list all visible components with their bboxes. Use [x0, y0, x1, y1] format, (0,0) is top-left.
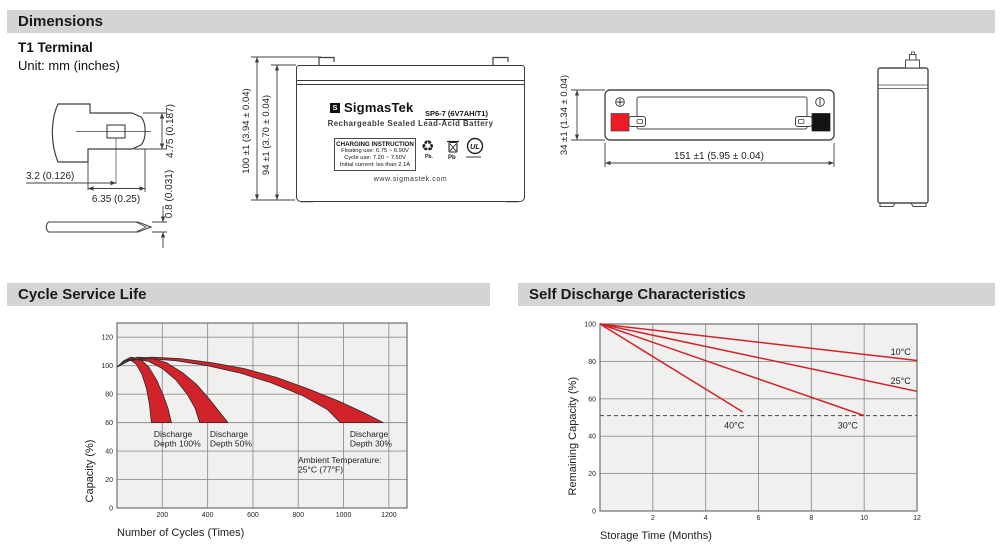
svg-text:80: 80 — [105, 391, 113, 399]
arrowhead — [829, 161, 835, 165]
arrowhead — [275, 65, 279, 71]
terminal-detail-drawing — [20, 92, 250, 252]
dim-total-height: 100 ±1 (3.94 ± 0.04) — [241, 88, 252, 174]
terminal-side-profile — [46, 222, 151, 232]
svg-text:20: 20 — [588, 471, 596, 479]
plus-symbol-icon — [616, 98, 625, 107]
cycle-service-life-chart — [58, 308, 438, 554]
battery-side-view — [868, 40, 948, 240]
dim-hole-offset: 3.2 (0.126) — [26, 171, 75, 182]
arrowhead — [140, 186, 146, 190]
svg-text:6: 6 — [756, 515, 761, 522]
svg-text:30°C: 30°C — [837, 420, 858, 431]
arrowhead — [275, 195, 279, 201]
recycle-pb-label: Pb. — [425, 154, 433, 160]
svg-text:400: 400 — [201, 512, 214, 519]
dim-height34: 34 ±1 (1.34 ± 0.04) — [559, 74, 570, 156]
svg-text:Storage Time (Months): Storage Time (Months) — [600, 530, 712, 542]
svg-text:40: 40 — [105, 448, 113, 456]
self-discharge-chart — [553, 308, 953, 554]
charging-line: Cycle use: 7.20 ~ 7.50V — [344, 155, 406, 161]
section-header-dimensions — [7, 10, 995, 33]
section-header-cycle-life — [7, 283, 490, 306]
svg-text:800: 800 — [292, 512, 305, 519]
arrowhead — [160, 113, 164, 119]
dim-lines-case-height — [271, 65, 296, 200]
dim-tab-height: 4.75 (0.187) — [165, 104, 176, 158]
terminal-tab-left — [319, 58, 334, 66]
top-view-recess — [637, 97, 807, 129]
battery-case — [296, 65, 525, 202]
svg-text:60: 60 — [105, 420, 113, 428]
svg-text:0: 0 — [592, 508, 596, 516]
arrowhead — [88, 186, 94, 190]
svg-text:Ambient Temperature:: Ambient Temperature: — [298, 455, 382, 466]
dim-length151: 151 ±1 (5.95 ± 0.04) — [674, 151, 764, 162]
charging-instruction-box — [334, 138, 416, 171]
positive-tab-hole — [637, 120, 643, 124]
side-terminal-nub — [906, 52, 920, 68]
ul-file-number — [466, 156, 481, 158]
arrowhead — [255, 195, 259, 201]
svg-text:40: 40 — [588, 433, 596, 441]
svg-text:10: 10 — [860, 515, 869, 522]
svg-text:100: 100 — [101, 363, 113, 371]
svg-text:600: 600 — [247, 512, 259, 519]
svg-text:Discharge: Discharge — [349, 428, 389, 439]
svg-text:UL: UL — [470, 141, 480, 151]
svg-text:60: 60 — [588, 396, 596, 404]
svg-text:25°C: 25°C — [890, 375, 911, 386]
charging-line: Initial current: les than 2.1A — [339, 162, 411, 168]
self-discharge-title: Self Discharge Characteristics — [529, 286, 746, 303]
arrowhead — [111, 181, 117, 185]
dimensions-title: Dimensions — [18, 13, 104, 30]
svg-text:100: 100 — [584, 321, 596, 329]
charging-title: CHARGING INSTRUCTION — [336, 141, 414, 148]
arrowhead — [161, 232, 165, 238]
model-number: SP6-7 (6V7AH/T1) — [425, 109, 488, 118]
ul-icon — [466, 137, 484, 155]
arrowhead — [605, 161, 611, 165]
negative-tab-hole — [799, 120, 805, 124]
charging-line: Floating use: 6.75 ~ 6.90V — [341, 148, 409, 154]
arrowhead — [575, 90, 579, 96]
svg-text:4: 4 — [703, 515, 708, 522]
svg-text:Discharge: Discharge — [209, 428, 249, 439]
dim-case-height: 94 ±1 (3.70 ± 0.04) — [261, 94, 272, 176]
dim-lines-height34 — [571, 90, 605, 140]
dim-lines-tab-width — [88, 149, 145, 192]
battery-top-view — [558, 53, 858, 175]
svg-text:20: 20 — [105, 477, 113, 485]
unit-note: Unit: mm (inches) — [18, 58, 120, 73]
svg-text:2: 2 — [650, 515, 655, 522]
arrowhead — [575, 135, 579, 141]
svg-text:200: 200 — [156, 512, 169, 519]
arrowhead — [255, 57, 259, 63]
svg-text:8: 8 — [809, 515, 814, 522]
svg-text:80: 80 — [588, 358, 596, 366]
svg-text:12: 12 — [913, 515, 921, 522]
bin-pb-label: Pb — [448, 155, 456, 161]
brand-name: SigmasTek — [344, 100, 414, 115]
battery-type-line: Rechargeable Sealed Lead-Acid Battery — [327, 119, 494, 128]
svg-text:1000: 1000 — [335, 512, 352, 519]
terminal-type-title: T1 Terminal — [18, 40, 93, 55]
recycle-pb-icon: ♻ — [421, 138, 435, 155]
section-header-self-discharge — [518, 283, 995, 306]
terminal-outline — [52, 104, 145, 162]
svg-text:40°C: 40°C — [724, 420, 745, 431]
dim-thickness: 0.8 (0.031) — [164, 169, 175, 219]
svg-text:1200: 1200 — [381, 512, 397, 519]
battery-front-view — [243, 45, 547, 230]
svg-text:Depth 50%: Depth 50% — [209, 438, 252, 449]
svg-text:Remaining Capacity (%): Remaining Capacity (%) — [567, 376, 579, 496]
dim-tab-width: 6.35 (0.25) — [91, 194, 141, 205]
cycle-life-title: Cycle Service Life — [18, 286, 147, 303]
svg-text:25°C (77°F): 25°C (77°F) — [298, 464, 344, 475]
svg-text:Discharge: Discharge — [153, 428, 193, 439]
svg-text:0: 0 — [109, 505, 113, 513]
svg-text:120: 120 — [101, 334, 113, 342]
svg-text:Depth 100%: Depth 100% — [153, 438, 201, 449]
brand-logo-icon: S — [330, 103, 340, 113]
svg-text:10°C: 10°C — [890, 346, 911, 357]
website-text: www.sigmastek.com — [373, 176, 448, 183]
svg-text:Depth 30%: Depth 30% — [349, 438, 392, 449]
svg-text:Capacity (%): Capacity (%) — [84, 439, 96, 503]
battery-lid-line — [297, 80, 524, 85]
terminal-tab-right — [493, 58, 508, 66]
crossed-bin-pb-icon — [446, 139, 460, 154]
svg-text:Number of Cycles (Times): Number of Cycles (Times) — [117, 527, 245, 539]
positive-terminal — [611, 114, 629, 132]
arrowhead — [160, 144, 164, 150]
negative-terminal — [812, 114, 830, 132]
